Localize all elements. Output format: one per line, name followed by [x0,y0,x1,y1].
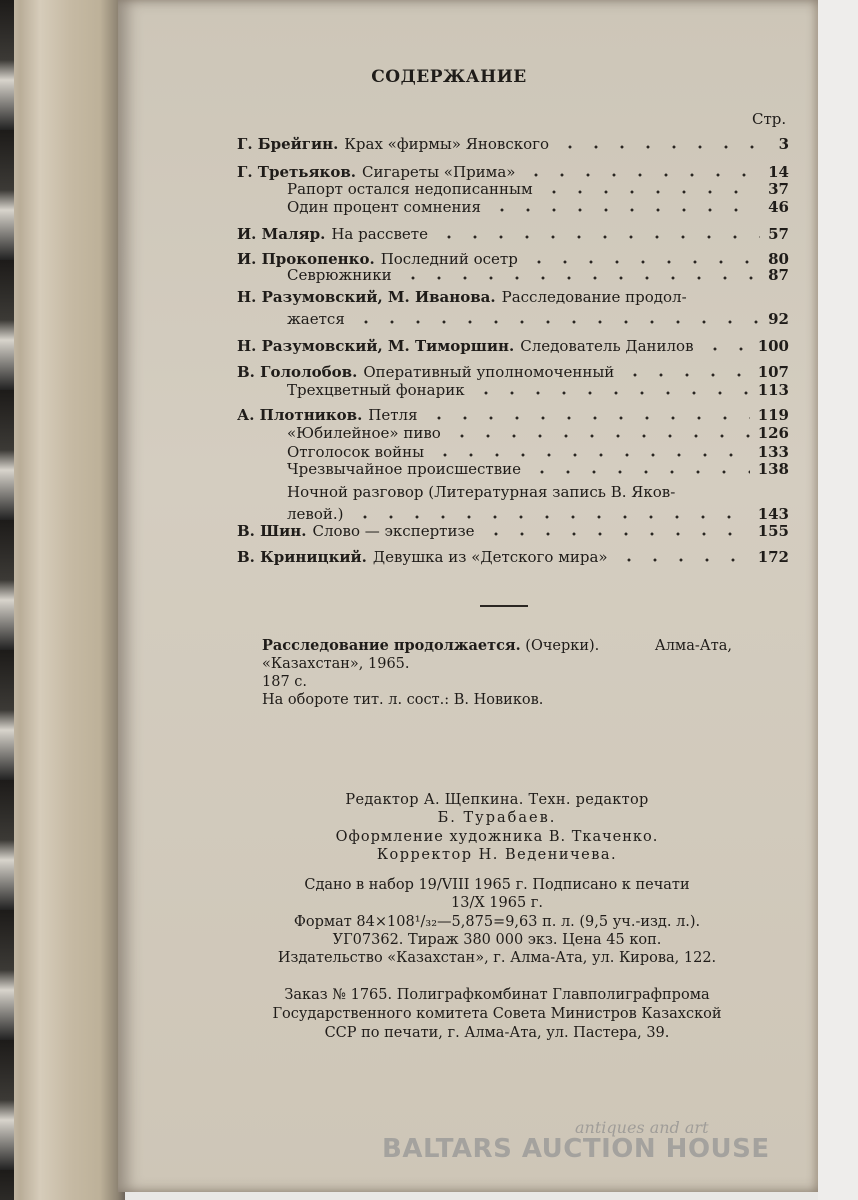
credit-line: Редактор А. Щепкина. Техн. редактор [345,792,649,808]
dot-leader [400,276,760,280]
toc-title: Один процент сомнения [287,198,481,216]
toc-page-number: 138 [757,460,789,478]
toc-title: Слово — экспертизе [312,522,475,540]
toc-page-number: 143 [757,505,789,523]
toc-page-number: 133 [757,443,789,461]
dot-leader [436,235,760,239]
toc-entry [237,522,789,540]
toc-page-number: 37 [768,180,789,198]
print-info-line: Издательство «Казахстан», г. Алма-Ата, ул. Кирова, 122. [277,950,717,966]
toc-entry [287,381,789,399]
toc-page-number: 113 [757,381,789,399]
watermark-logo: BALTARS AUCTION HOUSE [382,1134,770,1164]
toc-author: А. Плотников. [237,406,363,424]
toc-entry [287,424,789,442]
dot-leader [526,260,760,264]
print-info-line: Сдано в набор 19/VIII 1965 г. Подписано к печати [304,877,690,893]
toc-title: «Юбилейное» пиво [287,424,441,442]
print-info-line: УГ07362. Тираж 380 000 экз. Цена 45 коп. [332,932,662,948]
toc-title: Отголосок войны [287,443,425,461]
page-column-label: Стр. [752,110,787,128]
toc-entry [237,225,789,243]
toc-page-number: 92 [768,310,789,328]
toc-title: Ночной разговор (Литературная запись В. Яков- [287,483,676,501]
toc-page-number: 14 [768,163,789,181]
imprint-genre: (Очерки). [525,638,600,654]
dot-leader [702,347,750,351]
toc-entry [287,460,789,478]
imprint-title: Расследование продолжается. [262,637,521,654]
toc-title: Сигареты «Прима» [362,163,516,181]
toc-title: Последний осетр [380,250,518,268]
imprint-line-3: 187 с. [262,674,308,690]
dot-leader [622,373,749,377]
credit-line: Б. Турабаев. [437,810,557,826]
toc-entry [237,337,789,355]
background [818,0,858,1200]
toc-title: На рассвете [331,225,428,243]
dot-leader [541,190,760,194]
dot-leader [557,145,761,149]
toc-title: Трехцветный фонарик [287,381,465,399]
toc-title: Петля [368,406,418,424]
toc-author: И. Маляр. [237,225,326,243]
toc-entry [237,288,789,306]
toc-page-number: 155 [757,522,789,540]
toc-page-number: 3 [778,135,789,153]
toc-page-number: 46 [768,198,789,216]
dot-leader [483,532,750,536]
imprint-line-2: «Казахстан», 1965. [262,656,410,672]
book-page-edges [0,0,125,1200]
watermark-tagline: antiques and art [575,1118,709,1137]
toc-title: Расследование продол- [501,288,687,306]
toc-page-number: 126 [757,424,789,442]
dot-leader [529,470,750,474]
order-info-line: Государственного комитета Совета Министров Казахской [272,1006,722,1022]
imprint-place: Алма-Ата, [654,638,732,654]
toc-entry [287,505,789,523]
toc-page-number: 57 [768,225,789,243]
dot-leader [426,416,750,420]
dot-leader [473,391,750,395]
toc-heading: СОДЕРЖАНИЕ [371,67,527,87]
dot-leader [489,208,760,212]
toc-author: В. Криницкий. [237,548,367,566]
toc-title: Рапорт остался недописанным [287,180,533,198]
dot-leader [352,515,750,519]
print-info-line: Формат 84×108¹/₃₂—5,875=9,63 п. л. (9,5 уч.-изд. л.). [293,914,701,930]
toc-page-number: 172 [757,548,789,566]
toc-author: И. Прокопенко. [237,250,375,268]
toc-author: В. Гололобов. [237,363,358,381]
toc-author: Г. Третьяков. [237,163,357,181]
toc-author: Г. Брейгин. [237,135,339,153]
dot-leader [523,173,760,177]
toc-entry [287,180,789,198]
toc-entry [237,548,789,566]
divider [480,605,528,607]
credit-line: Корректор Н. Веденичева. [376,847,618,863]
order-info-line: Заказ № 1765. Полиграфкомбинат Главполиграфпрома [284,987,710,1003]
toc-page-number: 87 [768,266,789,284]
toc-entry [287,483,789,501]
toc-title: Оперативный уполномоченный [363,363,615,381]
order-info-line: ССР по печати, г. Алма-Ата, ул. Пастера, 39. [324,1025,670,1041]
toc-author: Н. Разумовский, М. Тиморшин. [237,337,515,355]
print-info-line: 13/X 1965 г. [451,895,543,911]
toc-title: Севрюжники [287,266,392,284]
toc-entry [237,406,789,424]
toc-entry [287,443,789,461]
book-cover-edge [0,0,14,1200]
toc-page-number: 119 [757,406,789,424]
credit-line: Оформление художника В. Ткаченко. [335,829,659,845]
toc-title: Крах «фирмы» Яновского [344,135,550,153]
toc-entry [237,363,789,381]
dot-leader [353,320,760,324]
toc-page-number: 100 [757,337,789,355]
toc-author: В. Шин. [237,522,307,540]
toc-page-number: 80 [768,250,789,268]
toc-entry [287,310,789,328]
toc-title: Следователь Данилов [520,337,694,355]
toc-entry [287,266,789,284]
dot-leader [449,434,750,438]
toc-author: Н. Разумовский, М. Иванова. [237,288,496,306]
toc-entry [287,198,789,216]
toc-page-number: 107 [757,363,789,381]
toc-title: Девушка из «Детского мира» [372,548,608,566]
toc-title: Чрезвычайное происшествие [287,460,522,478]
dot-leader [432,453,750,457]
toc-title: жается [287,310,345,328]
imprint-line-1 [262,637,732,655]
toc-entry [237,163,789,181]
toc-title: левой.) [287,505,344,523]
dot-leader [616,558,750,562]
imprint-line-4: На обороте тит. л. сост.: В. Новиков. [262,692,544,708]
toc-entry [237,135,789,153]
